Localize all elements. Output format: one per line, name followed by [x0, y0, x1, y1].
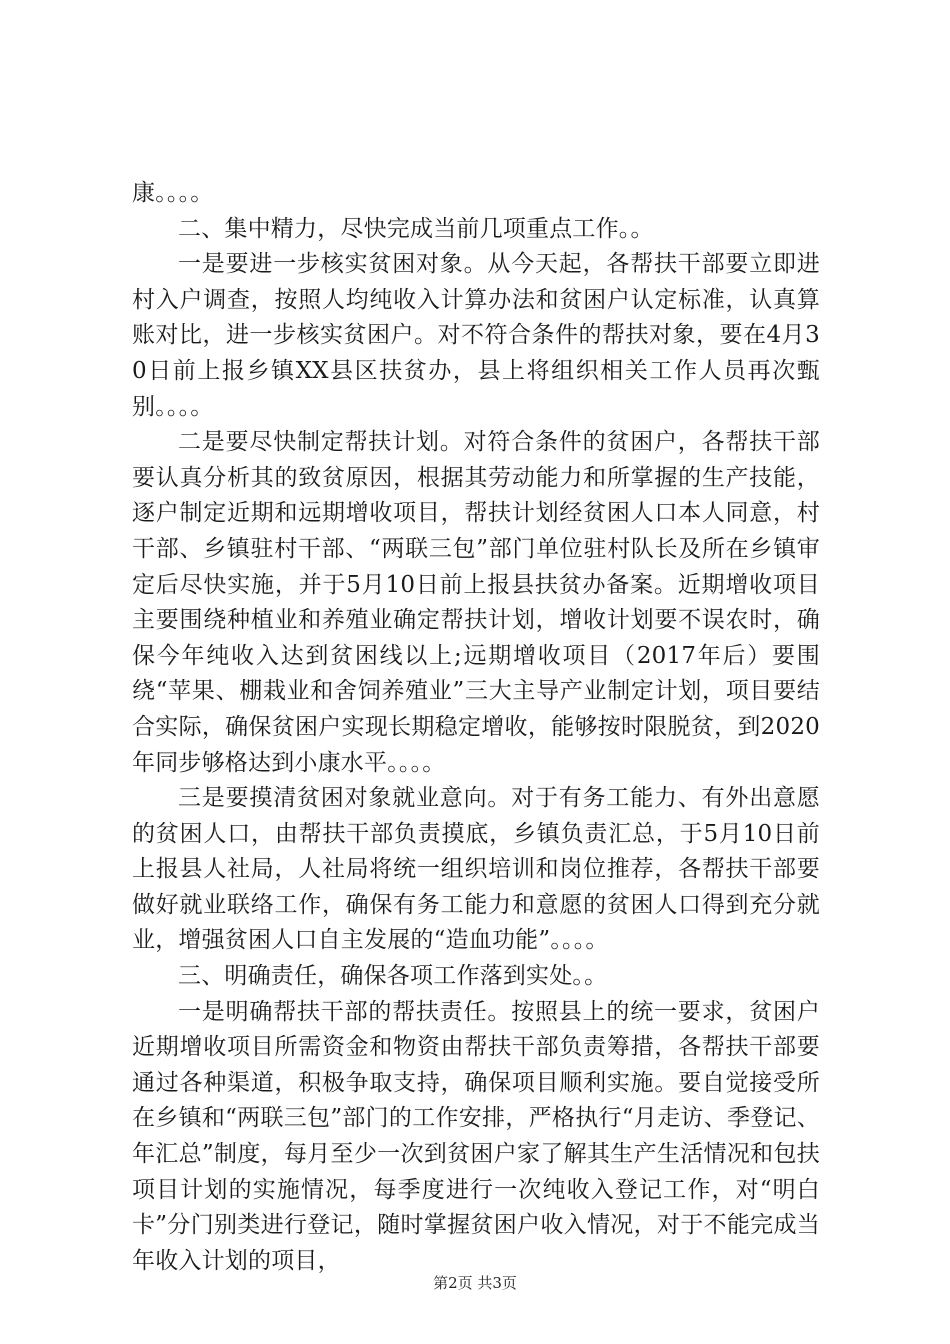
paragraph-continuation: 康。。。。 [132, 180, 214, 206]
document-body [132, 176, 820, 1279]
paragraph-assistance-plan: 二是要尽快制定帮扶计划。对符合条件的贫困户，各帮扶干部要认真分析其的致贫原因，根据其劳动能力和所掌握的生产技能，逐户制定近期和远期增收项目，帮扶计划经贫困人口本人同意，村干部、乡镇驻村干部、“两联三包”部门单位驻村队长及所在乡镇审定后尽快实施，并于5月10日前上报县扶贫办备案。近期增收项目主要围绕种植业和养殖业确定帮扶计划，增收计划要不误农时，确保今年纯收入达到贫困线以上;远期增收项目（2017年后）要围绕“苹果、棚栽业和舍饲养殖业”三大主导产业制定计划，项目要结合实际，确保贫困户实现长期稳定增收，能够按时限脱贫，到2020年同步够格达到小康水平。。。。 [132, 429, 820, 776]
paragraph-employment-intent: 三是要摸清贫困对象就业意向。对于有务工能力、有外出意愿的贫困人口，由帮扶干部负责摸底，乡镇负责汇总，于5月10日前上报县人社局，人社局将统一组织培训和岗位推荐，各帮扶干部要做好就业联络工作，确保有务工能力和意愿的贫困人口得到充分就业，增强贫困人口自主发展的“造血功能”。。。。 [132, 785, 820, 954]
page-footer: 第2页 共3页 [433, 1274, 517, 1292]
paragraph-cadre-responsibility: 一是明确帮扶干部的帮扶责任。按照县上的统一要求，贫困户近期增收项目所需资金和物资由帮扶干部负责筹措，各帮扶干部要通过各种渠道，积极争取支持，确保项目顺利实施。要自觉接受所在乡镇和“两联三包”部门的工作安排，严格执行“月走访、季登记、年汇总”制度，每月至少一次到贫困户家了解其生产生活情况和包扶项目计划的实施情况，每季度进行一次纯收入登记工作，对“明白卡”分门别类进行登记，随时掌握贫困户收入情况，对于不能完成当年收入计划的项目， [132, 998, 820, 1274]
paragraph-verify-targets: 一是要进一步核实贫困对象。从今天起，各帮扶干部要立即进村入户调查，按照人均纯收入计算办法和贫困户认定标准，认真算账对比，进一步核实贫困户。对不符合条件的帮扶对象，要在4月30日前上报乡镇XX县区扶贫办，县上将组织相关工作人员再次甄别。。。。 [132, 251, 820, 420]
section-heading-3: 三、明确责任，确保各项工作落到实处。。 [178, 963, 608, 990]
section-heading-2: 二、集中精力，尽快完成当前几项重点工作。。 [178, 215, 654, 242]
